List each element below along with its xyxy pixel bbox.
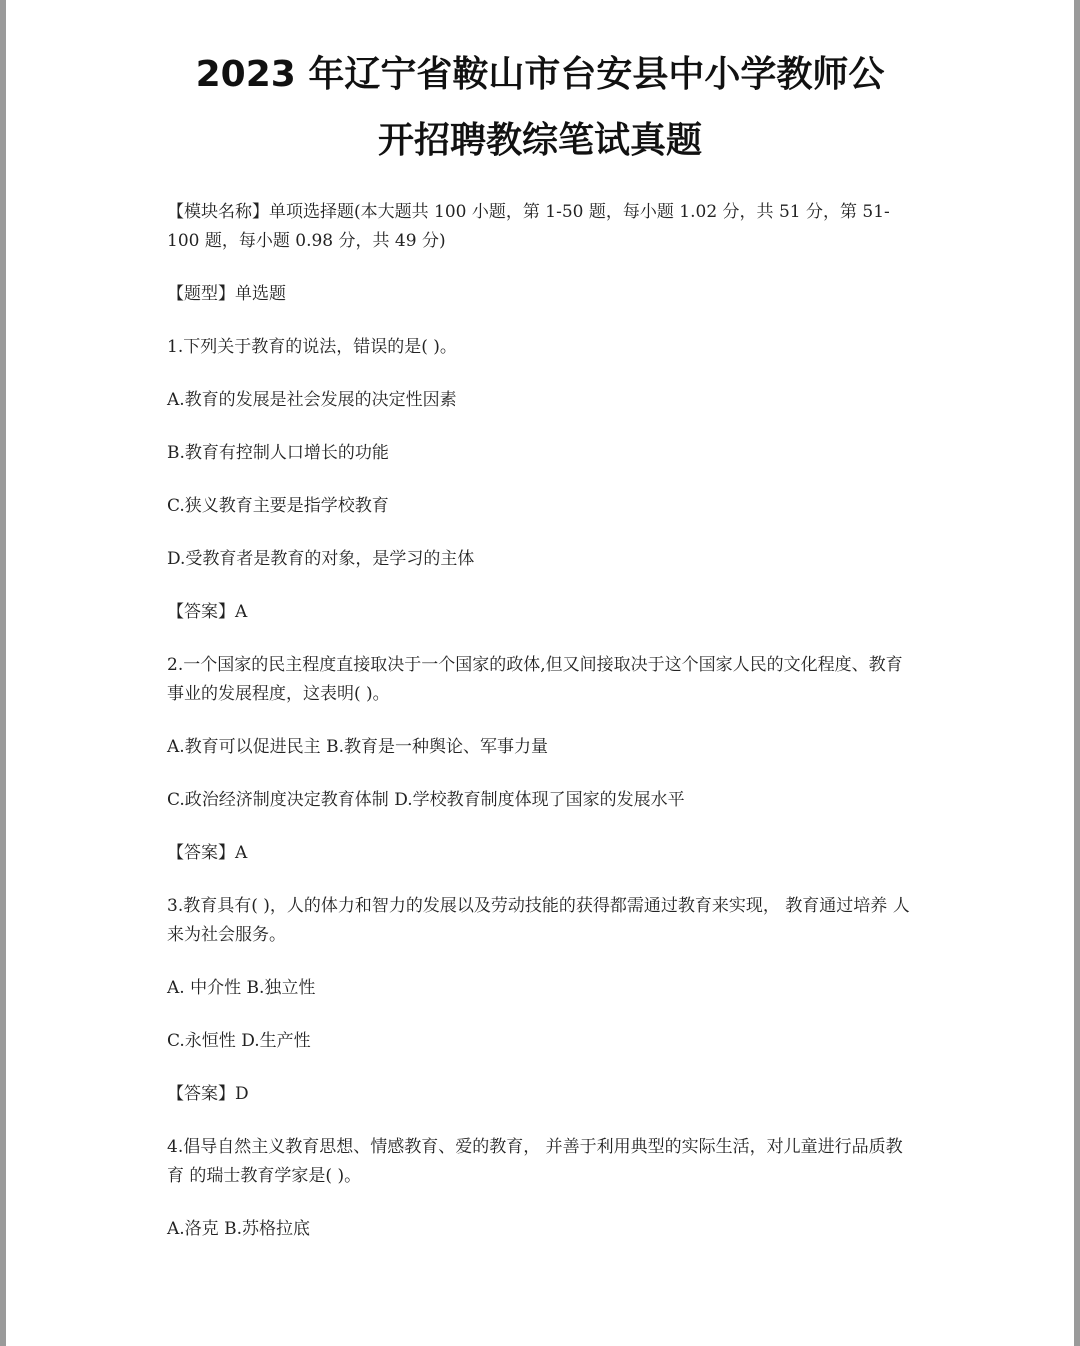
question-1-option-b: B.教育有控制人口增长的功能 <box>167 443 389 463</box>
question-4-stem: 4.倡导自然主义教育思想、情感教育、爱的教育， 并善于利用典型的实际生活，对儿童进行品质教育 的瑞士教育学家是( )。 <box>167 1137 903 1186</box>
question-1-option-d: D.受教育者是教育的对象，是学习的主体 <box>167 549 475 569</box>
question-2-options-cd: C.政治经济制度决定教育体制 D.学校教育制度体现了国家的发展水平 <box>167 790 685 810</box>
document-title-line1: 2023 年辽宁省鞍山市台安县中小学教师公 <box>195 54 885 95</box>
module-description: 【模块名称】单项选择题(本大题共 100 小题，第 1-50 题，每小题 1.02 分，共 51 分，第 51-100 题，每小题 0.98 分，共 49 分) <box>167 202 890 251</box>
question-1-stem: 1.下列关于教育的说法，错误的是( )。 <box>167 337 457 357</box>
question-3-stem: 3.教育具有( )，人的体力和智力的发展以及劳动技能的获得都需通过教育来实现， 教育通过培养 人来为社会服务。 <box>167 896 910 945</box>
document-page <box>6 0 1074 1346</box>
question-3-options-cd: C.永恒性 D.生产性 <box>167 1031 311 1051</box>
document-title-line2: 开招聘教综笔试真题 <box>377 120 702 161</box>
question-2-stem: 2.一个国家的民主程度直接取决于一个国家的政体,但又间接取决于这个国家人民的文化程度、教育 事业的发展程度，这表明( )。 <box>167 655 903 704</box>
question-2-answer: 【答案】A <box>167 843 248 863</box>
question-type: 【题型】单选题 <box>167 284 286 304</box>
question-3-answer: 【答案】D <box>167 1084 249 1104</box>
question-3-options-ab: A. 中介性 B.独立性 <box>167 978 316 998</box>
question-4-options-ab: A.洛克 B.苏格拉底 <box>167 1219 310 1239</box>
question-1-option-c: C.狭义教育主要是指学校教育 <box>167 496 389 516</box>
question-1-answer: 【答案】A <box>167 602 248 622</box>
document-body <box>167 198 917 1268</box>
question-2-options-ab: A.教育可以促进民主 B.教育是一种舆论、军事力量 <box>167 737 548 757</box>
question-1-option-a: A.教育的发展是社会发展的决定性因素 <box>167 390 457 410</box>
